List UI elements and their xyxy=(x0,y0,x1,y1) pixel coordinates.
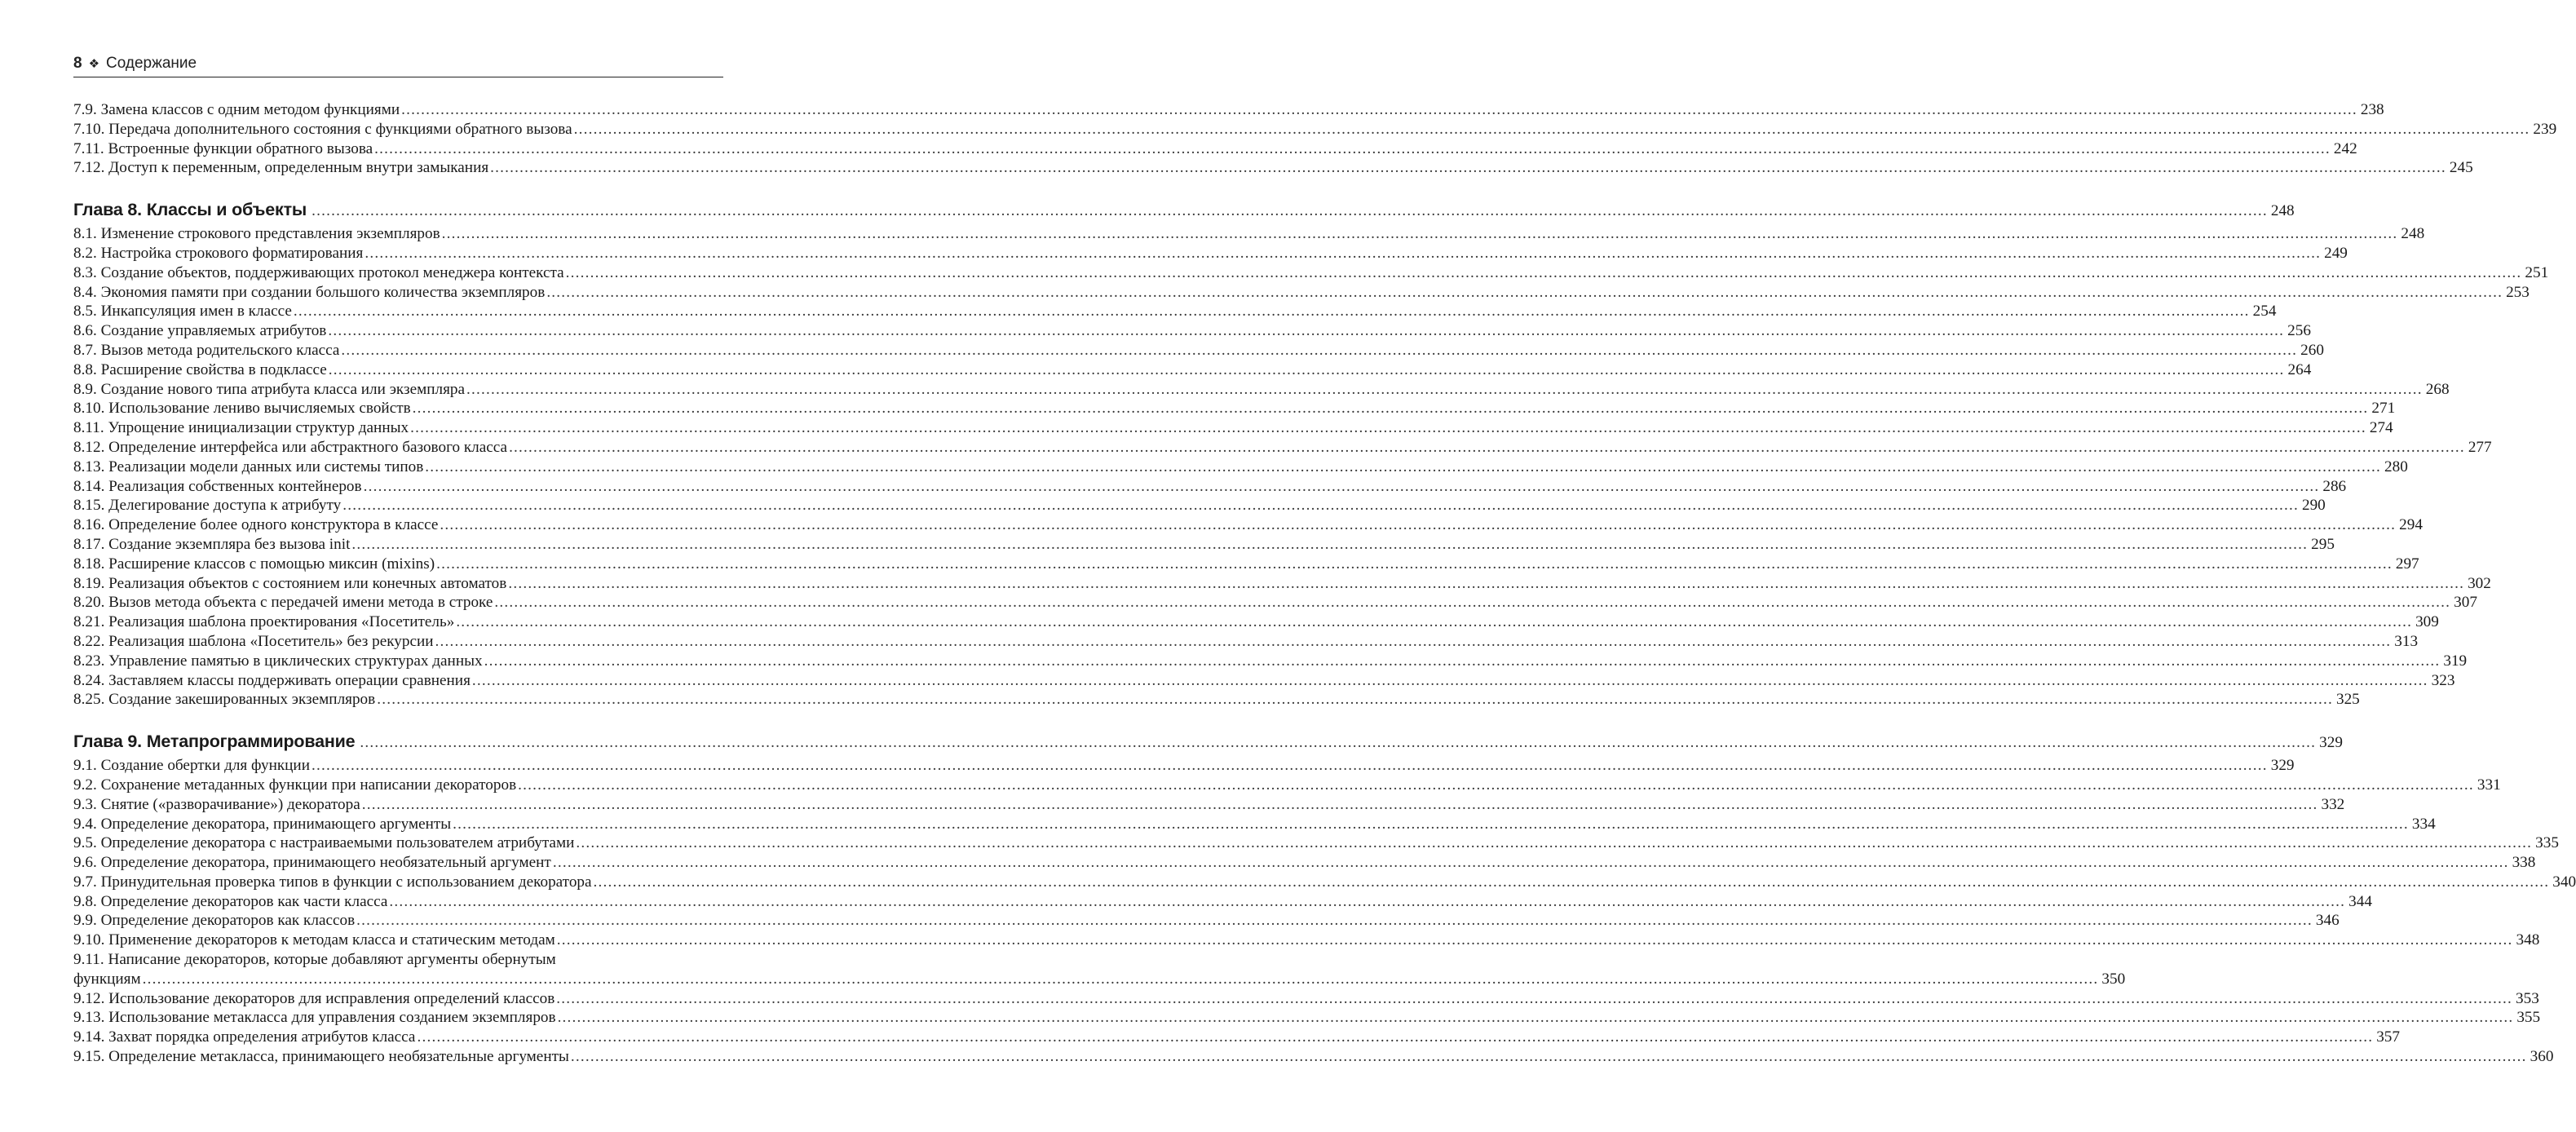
dot-leader: ................................................................................................................................................................................................................................................................................................................................................................................................................ xyxy=(570,1048,2527,1066)
toc-entry-page-number: 245 xyxy=(2449,159,2473,177)
toc-entry-page-number: 309 xyxy=(2415,613,2439,631)
table-of-contents xyxy=(73,100,2576,1067)
dot-leader: ................................................................................................................................................................................................................................................................................................................................................................................................................ xyxy=(342,497,2299,515)
toc-entry[interactable] xyxy=(73,892,2372,912)
toc-entry-page-number: 256 xyxy=(2287,322,2311,340)
toc-entry-title: 9.4. Определение декоратора, принимающего аргументы xyxy=(73,815,452,833)
toc-entry-title: 9.14. Захват порядка определения атрибутов класса xyxy=(73,1028,416,1046)
toc-entry-title: 9.5. Определение декоратора с настраиваемыми пользователем атрибутами xyxy=(73,834,575,852)
toc-entry-title: 8.18. Расширение классов с помощью миксин (mixins) xyxy=(73,555,435,573)
chapter-title: Глава 8. Классы и объекты xyxy=(73,200,307,220)
dot-leader: ................................................................................................................................................................................................................................................................................................................................................................................................................ xyxy=(435,632,2392,650)
toc-entry-title: 7.12. Доступ к переменным, определенным внутри замыкания xyxy=(73,159,489,177)
toc-entry[interactable] xyxy=(73,496,2326,515)
toc-entry[interactable] xyxy=(73,139,2357,159)
toc-entry-title: 8.13. Реализации модели данных или системы типов xyxy=(73,458,424,475)
toc-entry[interactable] xyxy=(73,989,2539,1009)
toc-entry-title: 7.11. Встроенные функции обратного вызова xyxy=(73,139,373,157)
toc-entry-title: 8.24. Заставляем классы поддерживать операции сравнения xyxy=(73,671,471,689)
dot-leader: ................................................................................................................................................................................................................................................................................................................................................................................................................ xyxy=(518,776,2474,794)
dot-leader: ................................................................................................................................................................................................................................................................................................................................................................................................................ xyxy=(293,303,2250,321)
toc-entry[interactable] xyxy=(73,100,2384,120)
toc-entry-title: 9.7. Принудительная проверка типов в функции с использованием декоратора xyxy=(73,873,592,891)
toc-entry[interactable] xyxy=(73,515,2423,535)
toc-entry-page-number: 355 xyxy=(2516,1009,2541,1027)
toc-entry-title: 8.7. Вызов метода родительского класса xyxy=(73,341,340,359)
toc-entry-title: 8.4. Экономия памяти при создании большого количества экземпляров xyxy=(73,283,546,301)
toc-entry-page-number: 313 xyxy=(2394,632,2419,650)
dot-leader: ................................................................................................................................................................................................................................................................................................................................................................................................................ xyxy=(312,202,2268,220)
toc-entry-page-number: 353 xyxy=(2516,989,2539,1007)
toc-entry[interactable] xyxy=(73,1047,2554,1067)
dot-leader: ................................................................................................................................................................................................................................................................................................................................................................................................................ xyxy=(546,283,2503,301)
chapter-page-number: 248 xyxy=(2270,202,2295,220)
dot-leader: ................................................................................................................................................................................................................................................................................................................................................................................................................ xyxy=(573,120,2530,138)
toc-entry-title: 9.15. Определение метакласса, принимающего необязательные аргументы xyxy=(73,1048,569,1066)
toc-entry-title: 8.14. Реализация собственных контейнеров xyxy=(73,477,362,495)
toc-entry-title: 7.9. Замена классов с одним методом функциями xyxy=(73,101,400,118)
chapter-spacer xyxy=(73,178,723,195)
toc-entry-page-number: 238 xyxy=(2360,101,2384,118)
dot-leader: ................................................................................................................................................................................................................................................................................................................................................................................................................ xyxy=(453,815,2409,833)
toc-entry-title: 8.16. Определение более одного конструктора в классе xyxy=(73,516,439,534)
running-head-title: Содержание xyxy=(106,55,197,72)
toc-entry-page-number: 331 xyxy=(2477,776,2501,794)
toc-entry-page-number: 346 xyxy=(2315,912,2340,930)
toc-entry[interactable] xyxy=(73,283,2530,303)
toc-entry[interactable] xyxy=(73,438,2492,458)
toc-entry-page-number: 307 xyxy=(2454,594,2477,612)
dot-leader: ................................................................................................................................................................................................................................................................................................................................................................................................................ xyxy=(412,400,2369,418)
toc-entry[interactable] xyxy=(73,834,2559,853)
dot-leader: ................................................................................................................................................................................................................................................................................................................................................................................................................ xyxy=(417,1028,2374,1046)
toc-entry-title: 8.2. Настройка строкового форматирования xyxy=(73,244,364,262)
toc-entry[interactable] xyxy=(73,815,2436,834)
dot-leader: ................................................................................................................................................................................................................................................................................................................................................................................................................ xyxy=(440,516,2397,534)
dot-leader: ................................................................................................................................................................................................................................................................................................................................................................................................................ xyxy=(556,931,2513,949)
toc-entry-page-number: 319 xyxy=(2443,652,2468,670)
toc-entry-title: 7.10. Передача дополнительного состояния с функциями обратного вызова xyxy=(73,120,572,138)
toc-entry-title: 8.17. Создание экземпляра без вызова init xyxy=(73,535,351,553)
dot-leader: ................................................................................................................................................................................................................................................................................................................................................................................................................ xyxy=(142,970,2099,988)
dot-leader: ................................................................................................................................................................................................................................................................................................................................................................................................................ xyxy=(425,458,2382,475)
dot-leader: ................................................................................................................................................................................................................................................................................................................................................................................................................ xyxy=(456,613,2413,631)
toc-entry-page-number: 242 xyxy=(2333,139,2357,157)
toc-entry-page-number: 274 xyxy=(2369,419,2393,437)
toc-entry-title-continued: функциям xyxy=(73,970,141,988)
dot-leader: ................................................................................................................................................................................................................................................................................................................................................................................................................ xyxy=(361,795,2318,813)
toc-entry[interactable] xyxy=(73,458,2408,477)
toc-entry[interactable] xyxy=(73,756,2295,776)
chapter-heading[interactable] xyxy=(73,195,2295,224)
toc-entry-title: 8.11. Упрощение инициализации структур данных xyxy=(73,419,409,437)
toc-entry-title: 8.5. Инкапсуляция имен в классе xyxy=(73,303,292,321)
toc-entry[interactable] xyxy=(73,302,2277,321)
dot-leader: ................................................................................................................................................................................................................................................................................................................................................................................................................ xyxy=(377,691,2333,709)
toc-entry-page-number: 271 xyxy=(2371,400,2396,418)
dot-leader: ................................................................................................................................................................................................................................................................................................................................................................................................................ xyxy=(576,834,2533,852)
dot-leader: ................................................................................................................................................................................................................................................................................................................................................................................................................ xyxy=(565,263,2522,281)
toc-entry-title: 8.10. Использование лениво вычисляемых свойств xyxy=(73,400,411,418)
dot-leader: ................................................................................................................................................................................................................................................................................................................................................................................................................ xyxy=(401,101,2357,118)
toc-entry[interactable] xyxy=(73,632,2419,652)
toc-entry-page-number: 277 xyxy=(2468,438,2492,456)
toc-entry[interactable] xyxy=(73,341,2324,360)
dot-leader: ................................................................................................................................................................................................................................................................................................................................................................................................................ xyxy=(363,477,2320,495)
toc-entry-page-number: 344 xyxy=(2348,892,2372,910)
toc-entry-page-number: 335 xyxy=(2535,834,2559,852)
toc-entry-page-number: 290 xyxy=(2301,497,2326,515)
toc-entry-page-number: 254 xyxy=(2252,303,2277,321)
dot-leader: ................................................................................................................................................................................................................................................................................................................................................................................................................ xyxy=(410,419,2366,437)
toc-entry[interactable] xyxy=(73,873,2576,892)
toc-entry-title: 9.8. Определение декораторов как части класса xyxy=(73,892,388,910)
toc-entry[interactable] xyxy=(73,263,2549,283)
toc-entry[interactable] xyxy=(73,321,2311,341)
toc-entry-title: 8.25. Создание закешированных экземпляров xyxy=(73,691,376,709)
toc-entry[interactable] xyxy=(73,477,2347,497)
toc-entry-title: 9.3. Снятие («разворачивание») декоратора xyxy=(73,795,360,813)
toc-entry-page-number: 253 xyxy=(2506,283,2530,301)
dot-leader: ................................................................................................................................................................................................................................................................................................................................................................................................................ xyxy=(341,341,2298,359)
toc-entry-page-number: 323 xyxy=(2431,671,2455,689)
toc-entry-page-number: 268 xyxy=(2425,380,2450,398)
toc-entry[interactable] xyxy=(73,360,2312,380)
toc-entry-page-number: 239 xyxy=(2533,120,2557,138)
dot-leader: ................................................................................................................................................................................................................................................................................................................................................................................................................ xyxy=(356,912,2313,930)
toc-entry[interactable] xyxy=(73,612,2439,632)
toc-entry-page-number: 329 xyxy=(2270,757,2295,775)
toc-entry[interactable] xyxy=(73,795,2345,815)
dot-leader: ................................................................................................................................................................................................................................................................................................................................................................................................................ xyxy=(556,989,2513,1007)
dot-leader: ................................................................................................................................................................................................................................................................................................................................................................................................................ xyxy=(389,892,2346,910)
dot-leader: ................................................................................................................................................................................................................................................................................................................................................................................................................ xyxy=(593,873,2550,891)
toc-entry-title: 8.19. Реализация объектов с состоянием или конечных автоматов xyxy=(73,574,507,592)
toc-entry[interactable] xyxy=(73,224,2425,244)
dot-leader: ................................................................................................................................................................................................................................................................................................................................................................................................................ xyxy=(490,159,2446,177)
toc-entry[interactable] xyxy=(73,652,2468,671)
toc-entry-title: 8.9. Создание нового типа атрибута класса или экземпляра xyxy=(73,380,466,398)
dot-leader: ................................................................................................................................................................................................................................................................................................................................................................................................................ xyxy=(466,380,2423,398)
dot-leader: ................................................................................................................................................................................................................................................................................................................................................................................................................ xyxy=(328,360,2285,378)
toc-entry[interactable] xyxy=(73,574,2491,594)
toc-entry-title: 8.20. Вызов метода объекта с передачей имени метода в строке xyxy=(73,594,493,612)
toc-entry-title: 8.12. Определение интерфейса или абстрактного базового класса xyxy=(73,438,508,456)
toc-entry-title: 8.6. Создание управляемых атрибутов xyxy=(73,322,327,340)
toc-entry[interactable] xyxy=(73,418,2393,438)
toc-entry-title: 9.2. Сохранение метаданных функции при написании декораторов xyxy=(73,776,517,794)
toc-entry-page-number: 248 xyxy=(2401,225,2425,243)
dot-leader: ................................................................................................................................................................................................................................................................................................................................................................................................................ xyxy=(552,854,2509,872)
toc-entry-title: 8.22. Реализация шаблона «Посетитель» без рекурсии xyxy=(73,632,434,650)
toc-entry[interactable] xyxy=(73,555,2419,574)
toc-entry-page-number: 249 xyxy=(2324,244,2348,262)
toc-entry-page-number: 297 xyxy=(2395,555,2419,573)
toc-entry-page-number: 294 xyxy=(2399,516,2423,534)
toc-entry[interactable] xyxy=(73,776,2501,795)
toc-entry[interactable] xyxy=(73,158,2473,178)
toc-entry-title: 9.9. Определение декораторов как классов xyxy=(73,912,356,930)
toc-entry[interactable] xyxy=(73,690,2360,710)
dot-leader: ................................................................................................................................................................................................................................................................................................................................................................................................................ xyxy=(441,225,2398,243)
toc-entry-title: 9.6. Определение декоратора, принимающего необязательный аргумент xyxy=(73,854,551,872)
toc-entry[interactable] xyxy=(73,1028,2400,1047)
toc-entry-title: 8.15. Делегирование доступа к атрибуту xyxy=(73,497,342,515)
toc-entry-page-number: 348 xyxy=(2516,931,2540,949)
dot-leader: ................................................................................................................................................................................................................................................................................................................................................................................................................ xyxy=(311,757,2268,775)
toc-entry-title: 9.12. Использование декораторов для исправления определений классов xyxy=(73,989,555,1007)
dot-leader: ................................................................................................................................................................................................................................................................................................................................................................................................................ xyxy=(365,244,2322,262)
toc-entry[interactable] xyxy=(73,1008,2541,1028)
toc-entry-page-number: 350 xyxy=(2101,970,2126,988)
toc-entry[interactable] xyxy=(73,911,2340,931)
toc-entry[interactable] xyxy=(73,535,2335,555)
toc-entry[interactable] xyxy=(73,671,2455,691)
toc-entry-page-number: 325 xyxy=(2335,691,2360,709)
page-number: 8 xyxy=(73,55,82,72)
running-head xyxy=(73,51,723,77)
toc-entry-title: 8.3. Создание объектов, поддерживающих протокол менеджера контекста xyxy=(73,263,564,281)
toc-entry-page-number: 334 xyxy=(2411,815,2436,833)
dot-leader: ................................................................................................................................................................................................................................................................................................................................................................................................................ xyxy=(508,574,2465,592)
toc-entry-title: 8.21. Реализация шаблона проектирования «Посетитель» xyxy=(73,613,455,631)
page xyxy=(73,51,2576,1067)
toc-entry-page-number: 264 xyxy=(2287,360,2312,378)
dot-leader: ................................................................................................................................................................................................................................................................................................................................................................................................................ xyxy=(484,652,2441,670)
chapter-page-number: 329 xyxy=(2319,734,2343,752)
toc-entry-title: 9.10. Применение декораторов к методам класса и статическим методам xyxy=(73,931,555,949)
dot-leader: ................................................................................................................................................................................................................................................................................................................................................................................................................ xyxy=(494,594,2451,612)
toc-entry-page-number: 340 xyxy=(2552,873,2576,891)
toc-entry-title: 8.8. Расширение свойства в подклассе xyxy=(73,360,327,378)
dot-leader: ................................................................................................................................................................................................................................................................................................................................................................................................................ xyxy=(436,555,2393,573)
chapter-heading[interactable] xyxy=(73,727,2343,756)
toc-entry-title: 9.11. Написание декораторов, которые добавляют аргументы обернутым xyxy=(73,951,556,969)
dot-leader: ................................................................................................................................................................................................................................................................................................................................................................................................................ xyxy=(509,438,2465,456)
toc-entry-page-number: 251 xyxy=(2525,263,2549,281)
toc-entry[interactable] xyxy=(73,593,2477,612)
dot-leader: ................................................................................................................................................................................................................................................................................................................................................................................................................ xyxy=(351,535,2309,553)
toc-entry-page-number: 302 xyxy=(2468,574,2491,592)
toc-entry[interactable] xyxy=(73,399,2396,418)
toc-entry-page-number: 286 xyxy=(2322,477,2347,495)
toc-entry[interactable] xyxy=(73,244,2348,263)
toc-entry-page-number: 332 xyxy=(2321,795,2345,813)
dot-leader: ................................................................................................................................................................................................................................................................................................................................................................................................................ xyxy=(557,1009,2514,1027)
toc-entry-page-number: 357 xyxy=(2376,1028,2400,1046)
toc-entry-page-number: 295 xyxy=(2311,535,2335,553)
toc-entry-page-number: 280 xyxy=(2384,458,2408,475)
toc-entry[interactable] xyxy=(73,950,723,970)
dot-leader: ................................................................................................................................................................................................................................................................................................................................................................................................................ xyxy=(471,671,2428,689)
toc-entry[interactable] xyxy=(73,120,2557,139)
dot-leader: ................................................................................................................................................................................................................................................................................................................................................................................................................ xyxy=(360,734,2317,752)
toc-entry[interactable] xyxy=(73,931,2540,950)
toc-entry-title: 9.1. Создание обертки для функции xyxy=(73,757,310,775)
toc-entry-page-number: 260 xyxy=(2300,341,2324,359)
toc-entry-title: 8.23. Управление памятью в циклических структурах данных xyxy=(73,652,483,670)
toc-entry-continuation[interactable] xyxy=(73,970,2126,989)
dot-leader: ................................................................................................................................................................................................................................................................................................................................................................................................................ xyxy=(374,139,2331,157)
toc-entry-title: 9.13. Использование метакласса для управления созданием экземпляров xyxy=(73,1009,556,1027)
toc-entry-title: 8.1. Изменение строкового представления экземпляров xyxy=(73,225,440,243)
ornament-icon: ❖ xyxy=(88,57,100,71)
toc-entry-page-number: 338 xyxy=(2512,854,2536,872)
dot-leader: ................................................................................................................................................................................................................................................................................................................................................................................................................ xyxy=(328,322,2285,340)
chapter-spacer xyxy=(73,710,723,727)
toc-entry[interactable] xyxy=(73,380,2450,400)
toc-entry-page-number: 360 xyxy=(2530,1048,2554,1066)
chapter-title: Глава 9. Метапрограммирование xyxy=(73,732,356,752)
toc-entry[interactable] xyxy=(73,853,2536,873)
